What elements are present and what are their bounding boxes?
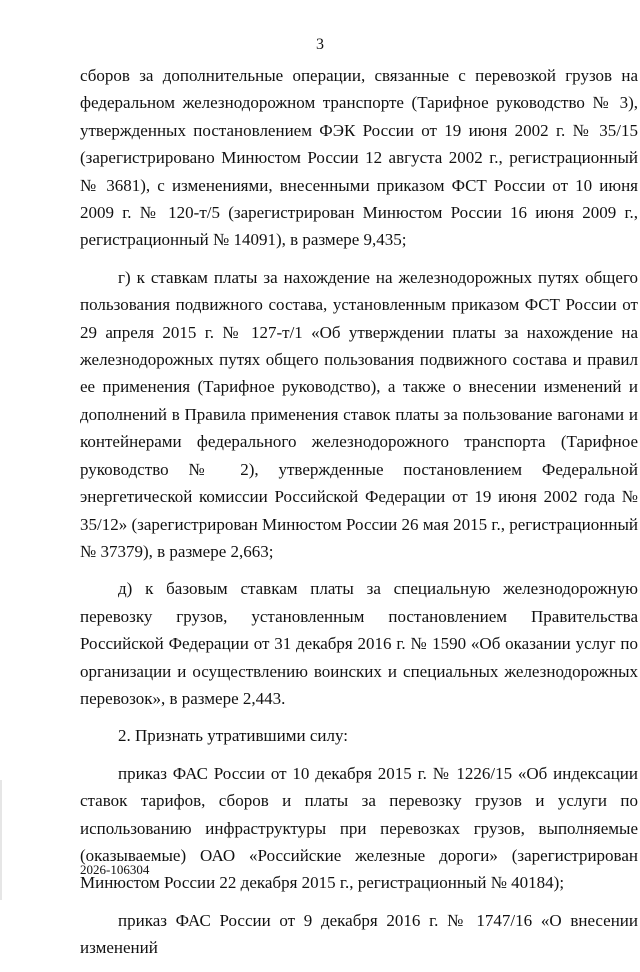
document-body: [80, 62, 638, 972]
paragraph-order-1226: приказ ФАС России от 10 декабря 2015 г. № 1226/15 «Об индексации ставок тарифов, сборов и платы за перевозку грузов и услуги по использованию инфраструктуры при перевозках грузов, выполняемые (оказываемые) ОАО «Российские железные дороги» (зарегистрирован Минюстом России 22 декабря 2015 г., регистрационный № 40184);: [80, 763, 638, 893]
paragraph-continuation: сборов за дополнительные операции, связанные с перевозкой грузов на федеральном железнодорожном транспорте (Тарифное руководство № 3), утвержденных постановлением ФЭК России от 19 июня 2002 г. № 35/15 (зарегистрировано Минюстом России 12 августа 2002 г., регистрационный № 3681), с изменениями, внесенными приказом ФСТ России от 10 июня 2009 г. № 120-т/5 (зарегистрирован Минюстом России 16 июня 2009 г., регистрационный № 14091), в размере 9,435;: [80, 66, 638, 250]
paragraph-item-g: г) к ставкам платы за нахождение на железнодорожных путях общего пользования подвижного состава, установленным приказом ФСТ России от 29 апреля 2015 г. № 127-т/1 «Об утверждении платы за нахождение на железнодорожных путях общего пользования подвижного состава и правил ее применения (Тарифное руководство), а также о внесении изменений и дополнений в Правила применения ставок платы за пользование вагонами и контейнерами федерального железнодорожного транспорта (Тарифное руководство № 2), утвержденные постановлением Федеральной энергетической комиссии Российской Федерации от 19 июня 2002 года № 35/12» (зарегистрирован Минюстом России 26 мая 2015 г., регистрационный № 37379), в размере 2,663;: [80, 267, 638, 561]
paragraph-order-1747: приказ ФАС России от 9 декабря 2016 г. № 1747/16 «О внесении изменений: [80, 910, 638, 958]
paragraph-section-2: 2. Признать утратившими силу:: [118, 726, 348, 746]
scan-edge-shadow: [0, 780, 2, 900]
paragraph-item-d: д) к базовым ставкам платы за специальную железнодорожную перевозку грузов, установленным постановлением Правительства Российской Федерации от 31 декабря 2016 г. № 1590 «Об оказании услуг по организации и осуществлению воинских и специальных железнодорожных перевозок», в размере 2,443.: [80, 579, 638, 708]
page-number: 3: [316, 36, 324, 53]
document-code: 2026-106304: [80, 862, 150, 877]
